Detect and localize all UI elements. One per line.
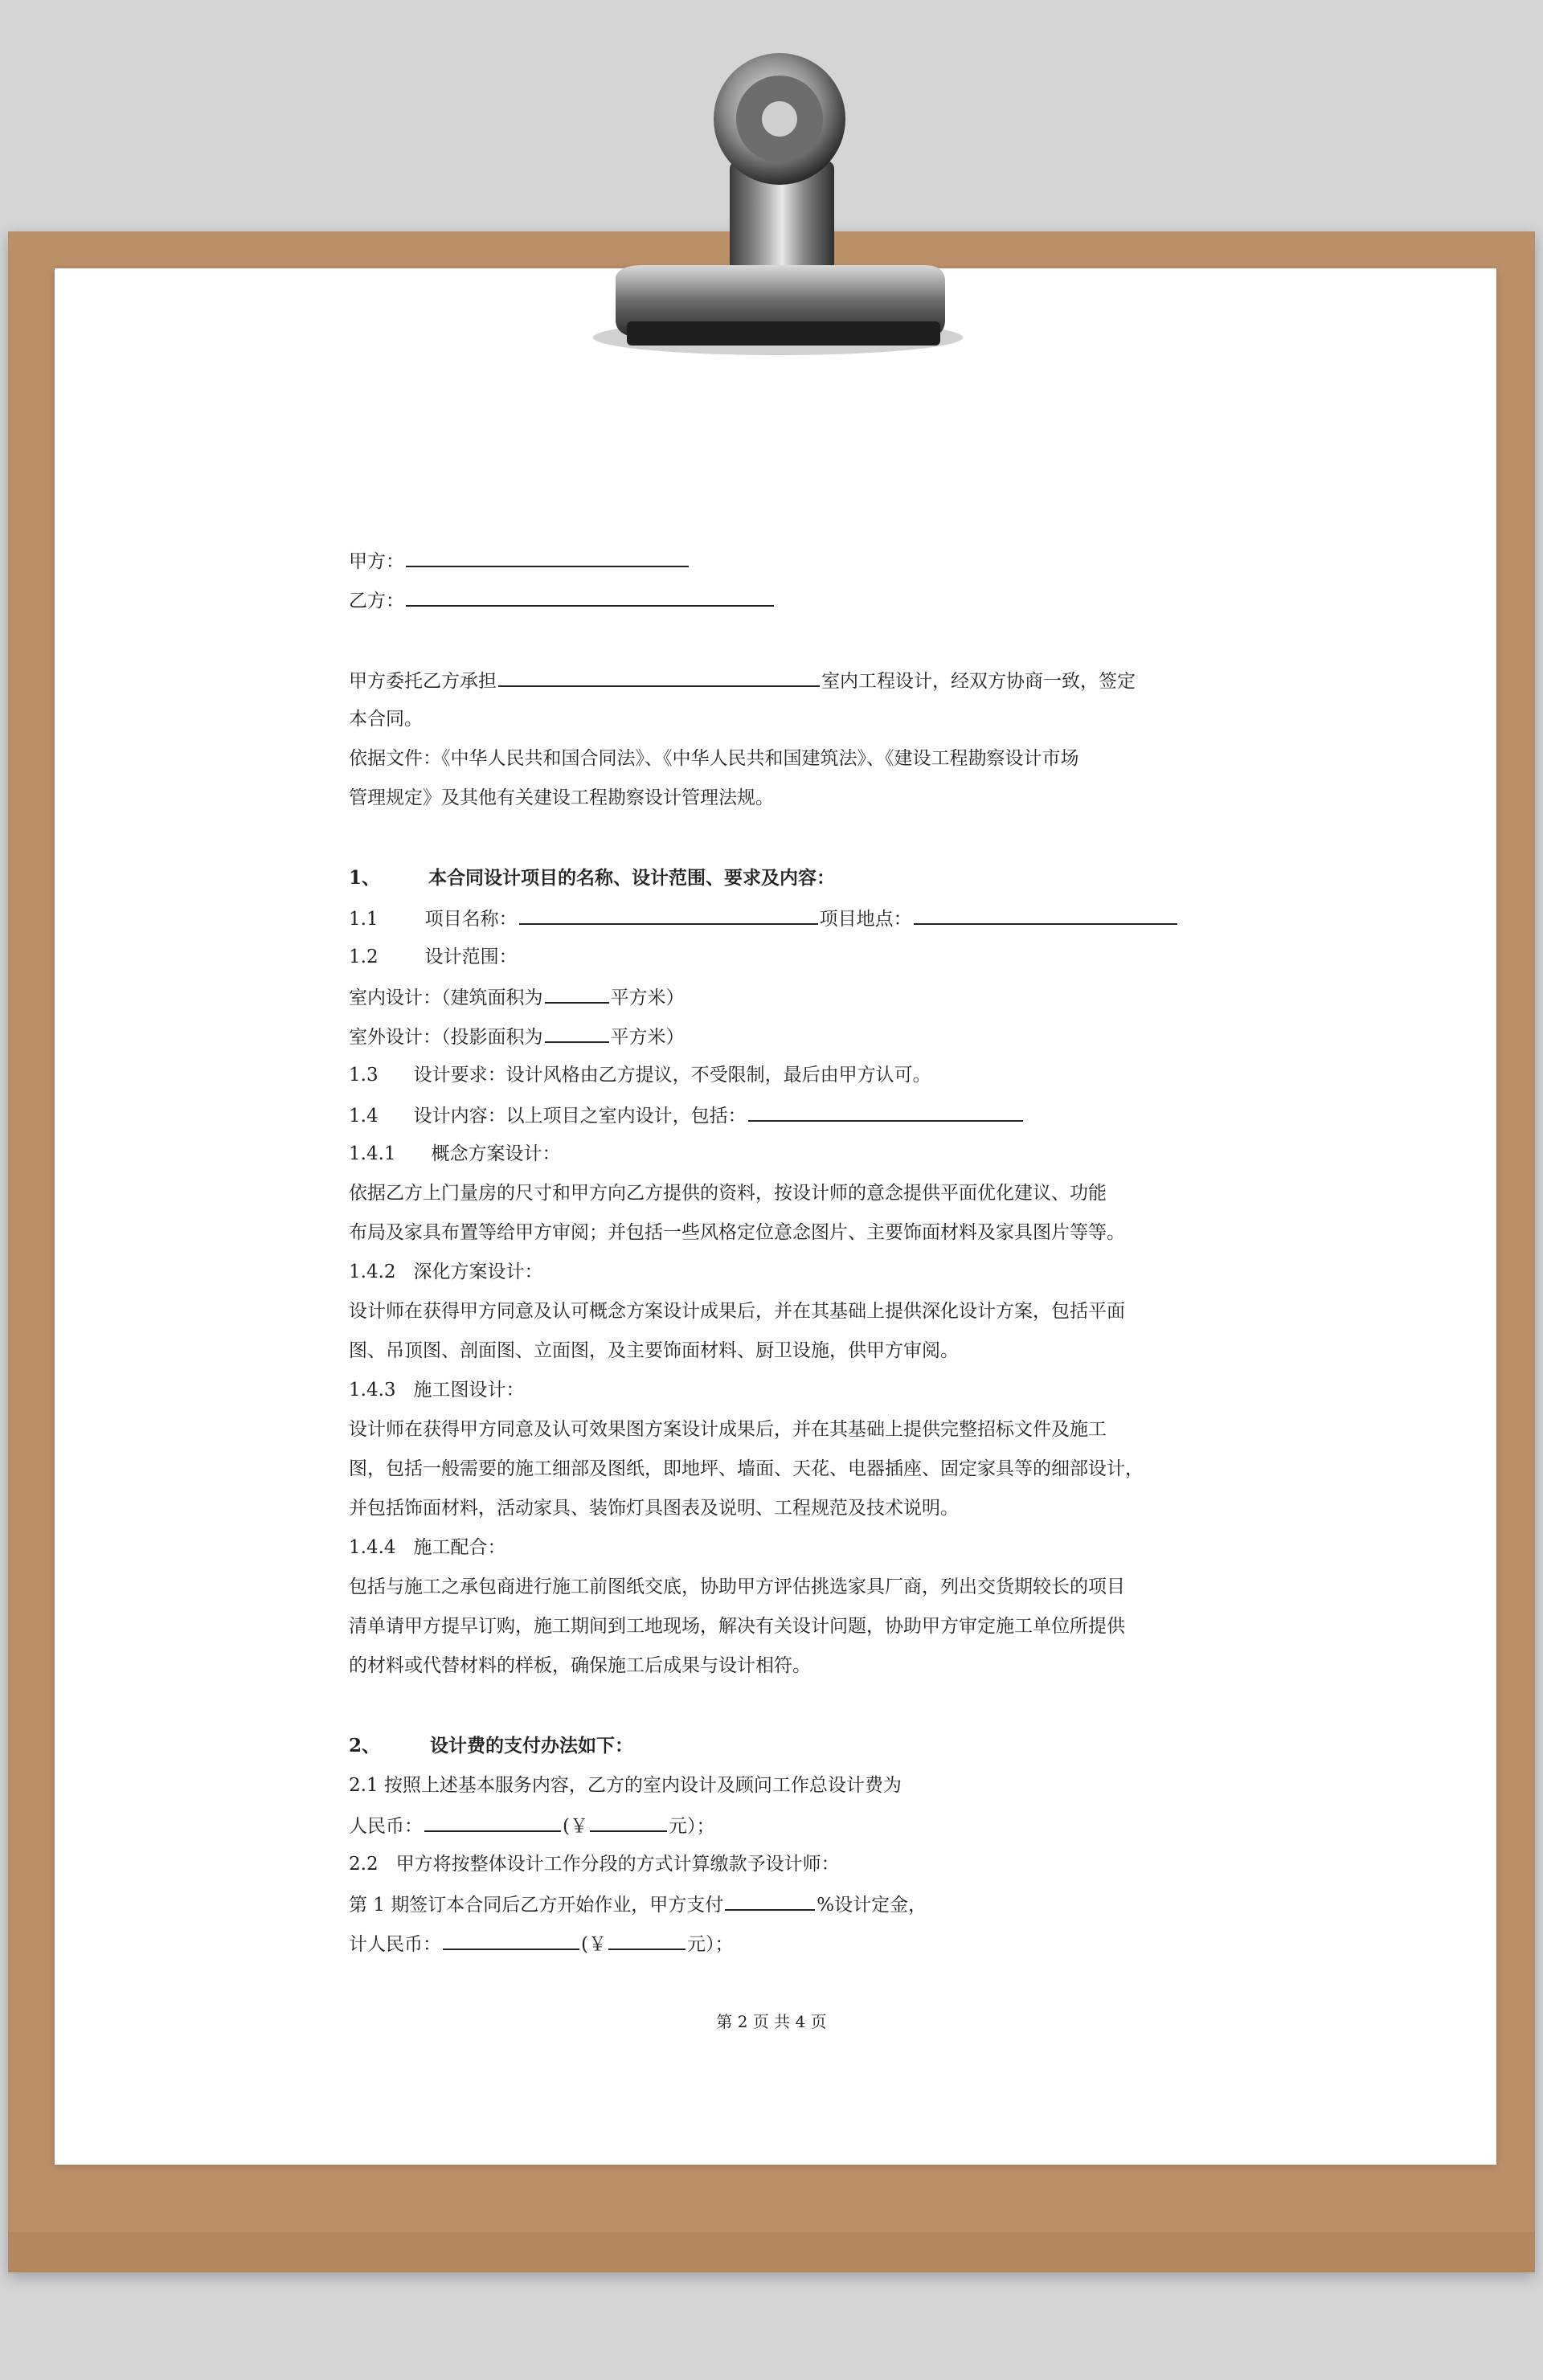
intro-line-3: 依据文件：《中华人民共和国合同法》、《中华人民共和国建筑法》、《建设工程勘察设计市场: [349, 748, 1079, 769]
outdoor-area-field[interactable]: [545, 1024, 609, 1043]
item-1-4-2: [349, 1260, 543, 1284]
indoor-area-field[interactable]: [545, 984, 609, 1004]
item-text: 平方米）: [610, 1027, 685, 1048]
paragraph-line: 设计师在获得甲方同意及认可概念方案设计成果后，并在其基础上提供深化设计方案，包括平面: [349, 1301, 1125, 1322]
clipboard-bottom-edge: [8, 2232, 1535, 2272]
item-text: 室内设计：（建筑面积为: [349, 988, 543, 1008]
item-label: 项目名称：: [424, 909, 518, 930]
paragraph-line: 图、吊顶图、剖面图、立面图，及主要饰面材料、厨卫设施，供甲方审阅。: [349, 1340, 959, 1361]
item-number: 1.4: [349, 1106, 379, 1127]
item-number: 1.2: [349, 947, 379, 967]
item-2-1: 2.1 按照上述基本服务内容，乙方的室内设计及顾问工作总设计费为: [349, 1775, 902, 1796]
party-a-label: 甲方：: [349, 551, 404, 572]
section-title: 设计费的支付办法如下：: [430, 1735, 634, 1756]
intro-line-1: [349, 668, 1136, 693]
item-1-3: [349, 1063, 931, 1087]
paragraph-line: 并包括饰面材料，活动家具、装饰灯具图表及说明、工程规范及技术说明。: [349, 1498, 959, 1519]
document-page: [55, 268, 1496, 2165]
item-number: 1.4.1: [349, 1143, 396, 1164]
item-text: 室外设计：（投影面积为: [349, 1027, 543, 1048]
section-2-heading: [349, 1734, 633, 1758]
project-name-blank[interactable]: [498, 668, 820, 687]
party-b-label: 乙方：: [349, 591, 404, 611]
item-text: 元）；: [686, 1934, 734, 1955]
party-b-line: [349, 587, 776, 613]
section-title: 本合同设计项目的名称、设计范围、要求及内容：: [428, 867, 836, 889]
paragraph-line: 图，包括一般需要的施工细部及图纸，即地坪、墙面、天花、电器插座、固定家具等的细部设计，: [349, 1458, 1144, 1479]
intro-text: 室内工程设计，经双方协商一致，签定: [821, 671, 1136, 692]
section-1-heading: [349, 866, 835, 890]
installment-1-line: [349, 1891, 927, 1917]
item-text: 甲方将按整体设计工作分段的方式计算缴款予设计师：: [395, 1854, 840, 1875]
item-label: 施工图设计：: [413, 1380, 525, 1401]
item-text: (￥: [581, 1934, 607, 1955]
item-text: 设计要求：设计风格由乙方提议，不受限制，最后由甲方认可。: [413, 1065, 931, 1086]
item-text: 计人民币：: [349, 1934, 441, 1955]
outdoor-design-line: [349, 1024, 685, 1049]
item-text: %设计定金，: [817, 1895, 927, 1916]
paragraph-line: 包括与施工之承包商进行施工前图纸交底，协助甲方评估挑选家具厂商，列出交货期较长的项目: [349, 1576, 1125, 1597]
item-text: 设计内容：以上项目之室内设计，包括：: [413, 1106, 747, 1127]
item-number: 2.2: [349, 1854, 379, 1875]
item-label: 施工配合：: [413, 1537, 506, 1558]
party-a-line: [349, 548, 690, 574]
paragraph-line: 布局及家具布置等给甲方审阅；并包括一些风格定位意念图片、主要饰面材料及家具图片等等。: [349, 1222, 1125, 1243]
installment-1-amount-line: [349, 1931, 733, 1957]
deposit-words-field[interactable]: [443, 1931, 579, 1950]
item-number: 1.4.3: [349, 1380, 396, 1401]
item-number: 1.1: [349, 909, 379, 930]
item-label: 概念方案设计：: [431, 1143, 561, 1164]
party-a-field[interactable]: [406, 548, 689, 567]
intro-line-4: 管理规定》及其他有关建设工程勘察设计管理法规。: [349, 787, 774, 808]
item-1-4: [349, 1102, 1025, 1128]
item-text: (￥: [563, 1816, 588, 1837]
item-number: 1.4.4: [349, 1537, 396, 1558]
item-1-4-4: [349, 1536, 506, 1560]
item-1-4-1: [349, 1142, 561, 1166]
item-number: 1.4.2: [349, 1262, 396, 1282]
section-number: 2、: [349, 1735, 381, 1756]
intro-text: 甲方委托乙方承担: [349, 671, 497, 692]
item-1-4-3: [349, 1378, 525, 1402]
item-1-2: [349, 945, 518, 969]
item-text: 第 1 期签订本合同后乙方开始作业，甲方支付: [349, 1895, 724, 1916]
page-footer: 第 2 页 共 4 页: [716, 2012, 827, 2031]
party-b-field[interactable]: [406, 587, 774, 607]
project-name-field[interactable]: [519, 906, 818, 925]
deposit-percent-field[interactable]: [725, 1891, 815, 1911]
total-fee-words-field[interactable]: [424, 1813, 561, 1832]
intro-line-2: 本合同。: [349, 709, 423, 730]
item-number: 1.3: [349, 1065, 379, 1086]
item-label: 深化方案设计：: [413, 1262, 543, 1282]
design-content-field[interactable]: [748, 1102, 1023, 1122]
total-fee-line: [349, 1813, 714, 1838]
item-text: 元）；: [668, 1816, 715, 1837]
item-2-2: [349, 1852, 840, 1876]
section-number: 1、: [349, 867, 381, 889]
item-text: 人民币：: [349, 1816, 423, 1837]
item-text: 平方米）: [610, 988, 685, 1008]
project-location-field[interactable]: [914, 906, 1177, 925]
paragraph-line: 的材料或代替材料的样板，确保施工后成果与设计相符。: [349, 1655, 811, 1676]
paragraph-line: 依据乙方上门量房的尺寸和甲方向乙方提供的资料，按设计师的意念提供平面优化建议、功能: [349, 1183, 1107, 1204]
total-fee-amount-field[interactable]: [590, 1813, 667, 1832]
item-label: 设计范围：: [424, 947, 518, 967]
deposit-amount-field[interactable]: [608, 1931, 686, 1950]
item-label: 项目地点：: [819, 909, 912, 930]
paragraph-line: 设计师在获得甲方同意及认可效果图方案设计成果后，并在其基础上提供完整招标文件及施工: [349, 1419, 1107, 1440]
indoor-design-line: [349, 984, 685, 1010]
item-1-1: [349, 906, 1179, 931]
paragraph-line: 清单请甲方提早订购，施工期间到工地现场，解决有关设计问题，协助甲方审定施工单位所提供: [349, 1616, 1125, 1637]
